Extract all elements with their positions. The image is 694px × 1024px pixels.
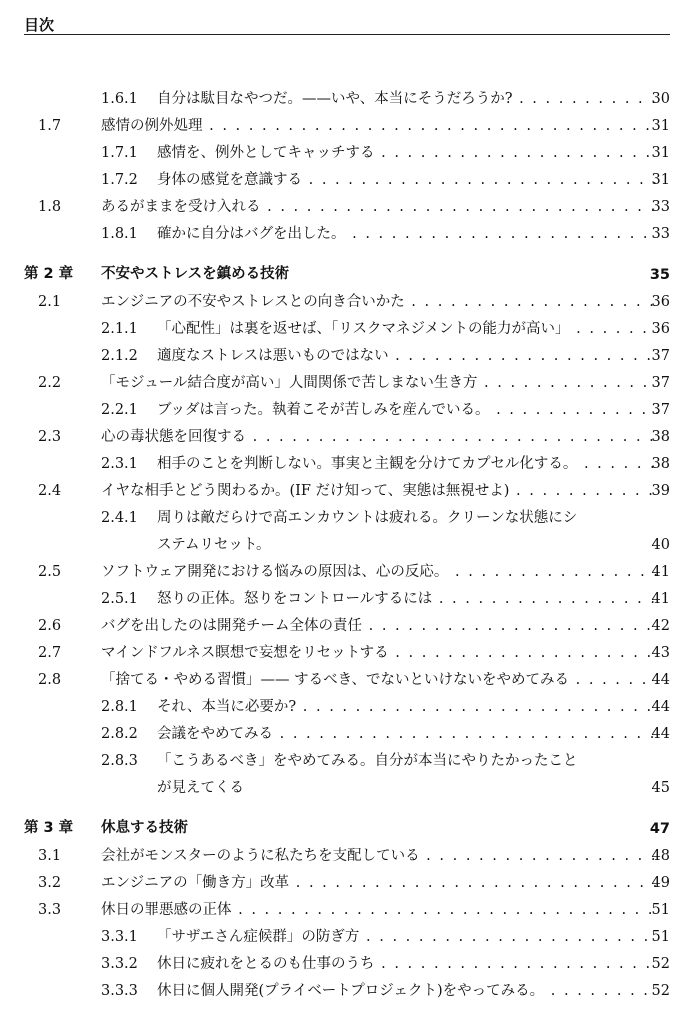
toc-page-number: 41: [651, 591, 670, 607]
toc-page-number: 37: [651, 348, 670, 364]
toc-entry-title: 「捨てる・やめる習慣」—— するべき、でないといけないをやめてみる . . .: [101, 667, 658, 694]
toc-entry-title: 休日に疲れをとるのも仕事のうち . . .: [157, 951, 658, 978]
table-of-contents: [0, 86, 694, 1005]
toc-page-number: 51: [651, 902, 670, 918]
toc-chapter-row[interactable]: [0, 815, 694, 843]
toc-section-row[interactable]: [0, 870, 694, 897]
toc-subsection-row[interactable]: [0, 951, 694, 978]
page-title: 目次: [24, 16, 55, 34]
toc-page-number: 36: [651, 321, 670, 337]
toc-entry-title: それ、本当に必要か? . . .: [157, 694, 658, 721]
toc-entry-number: 2.8.1: [101, 699, 138, 715]
toc-entry-number: 1.7.2: [101, 172, 138, 188]
toc-entry-number: 1.8: [38, 199, 62, 215]
toc-entry-title: 相手のことを判断しない。事実と主観を分けてカプセル化する。 . . .: [157, 451, 658, 478]
toc-page-number: 44: [651, 699, 670, 715]
toc-page-number: 31: [651, 118, 670, 134]
toc-page-number: 41: [651, 564, 670, 580]
toc-page-number: 47: [649, 821, 670, 837]
toc-entry-title: 怒りの正体。怒りをコントロールするには . . .: [157, 586, 658, 613]
toc-entry-title: 「心配性」は裏を返せば、「リスクマネジメントの能力が高い」 . . .: [157, 316, 658, 343]
toc-entry-number: 2.2: [38, 375, 62, 391]
toc-entry-title: マインドフルネス瞑想で妄想をリセットする . . .: [101, 640, 658, 667]
toc-page-number: 37: [651, 375, 670, 391]
toc-page-number: 43: [651, 645, 670, 661]
toc-subsection-row[interactable]: [0, 721, 694, 748]
toc-entry-number: 3.1: [38, 848, 62, 864]
toc-entry-number: 1.8.1: [101, 226, 138, 242]
toc-page-number: 30: [651, 91, 670, 107]
toc-page-number: 44: [651, 726, 670, 742]
toc-entry-title-block: [157, 748, 658, 802]
toc-page-number: 31: [651, 172, 670, 188]
toc-section-row[interactable]: [0, 424, 694, 451]
toc-page-number: 36: [651, 294, 670, 310]
toc-subsection-row[interactable]: [0, 86, 694, 113]
toc-entry-number: 第 3 章: [24, 820, 74, 836]
toc-page-number: 49: [651, 875, 670, 891]
toc-entry-number: 2.5: [38, 564, 62, 580]
toc-entry-title-continued: が見えてくる: [157, 780, 244, 796]
toc-section-row[interactable]: [0, 478, 694, 505]
toc-entry-title: イヤな相手とどう関わるか。(IF だけ知って、実態は無視せよ) . . .: [101, 478, 658, 505]
toc-page-number: 33: [651, 226, 670, 242]
toc-entry-title: 自分は駄目なやつだ。——いや、本当にそうだろうか? . . .: [157, 86, 658, 113]
toc-entry-title: 心の毒状態を回復する . . .: [101, 424, 658, 451]
toc-section-row[interactable]: [0, 843, 694, 870]
toc-entry-number: 2.3.1: [101, 456, 138, 472]
toc-entry-title: 会社がモンスターのように私たちを支配している . . .: [101, 843, 658, 870]
toc-entry-title: 周りは敵だらけで高エンカウントは疲れる。クリーンな状態にシ: [157, 510, 578, 526]
toc-subsection-row[interactable]: [0, 924, 694, 951]
toc-entry-title: 「こうあるべき」をやめてみる。自分が本当にやりたかったこと: [157, 753, 578, 769]
toc-section-row[interactable]: [0, 113, 694, 140]
toc-subsection-row[interactable]: [0, 978, 694, 1005]
toc-page-number: 44: [651, 672, 670, 688]
toc-entry-number: 1.7: [38, 118, 62, 134]
toc-page-number: 38: [651, 429, 670, 445]
toc-entry-title: バグを出したのは開発チーム全体の責任 . . .: [101, 613, 658, 640]
toc-subsection-row[interactable]: [0, 343, 694, 370]
toc-section-row[interactable]: [0, 897, 694, 924]
toc-entry-title: 休日に個人開発(プライベートプロジェクト)をやってみる。 . . .: [157, 978, 658, 1005]
toc-entry-title: ブッダは言った。執着こそが苦しみを産んでいる。 . . .: [157, 397, 658, 424]
toc-entry-title: エンジニアの「働き方」改革 . . .: [101, 870, 658, 897]
toc-entry-title: 休日の罪悪感の正体 . . .: [101, 897, 658, 924]
toc-chapter-row[interactable]: [0, 261, 694, 289]
toc-entry-number: 2.5.1: [101, 591, 138, 607]
toc-entry-number: 2.1.1: [101, 321, 138, 337]
toc-entry-number: 3.3.1: [101, 929, 138, 945]
toc-entry-title: 「モジュール結合度が高い」人間関係で苦しまない生き方 . . .: [101, 370, 658, 397]
toc-section-row[interactable]: [0, 194, 694, 221]
toc-entry-title: 適度なストレスは悪いものではない . . .: [157, 343, 658, 370]
toc-entry-number: 2.8.3: [101, 753, 138, 769]
toc-subsection-row[interactable]: [0, 451, 694, 478]
toc-entry-title: 不安やストレスを鎮める技術: [101, 266, 290, 282]
toc-entry-title: 確かに自分はバグを出した。 . . .: [157, 221, 658, 248]
toc-entry-title: 「サザエさん症候群」の防ぎ方 . . .: [157, 924, 658, 951]
toc-page-number: 52: [651, 956, 670, 972]
toc-entry-number: 1.6.1: [101, 91, 138, 107]
toc-page-number: 31: [651, 145, 670, 161]
toc-entry-number: 2.6: [38, 618, 62, 634]
toc-section-row[interactable]: [0, 559, 694, 586]
toc-entry-number: 2.4: [38, 483, 62, 499]
toc-entry-number: 2.2.1: [101, 402, 138, 418]
toc-subsection-row[interactable]: [0, 140, 694, 167]
toc-subsection-row[interactable]: [0, 748, 694, 802]
toc-subsection-row[interactable]: [0, 397, 694, 424]
toc-page-number: 42: [651, 618, 670, 634]
toc-subsection-row[interactable]: [0, 221, 694, 248]
toc-subsection-row[interactable]: [0, 505, 694, 559]
toc-entry-number: 第 2 章: [24, 266, 74, 282]
toc-entry-title: エンジニアの不安やストレスとの向き合いかた . . .: [101, 289, 658, 316]
toc-entry-title-block: [157, 505, 658, 559]
toc-page-number: 33: [651, 199, 670, 215]
toc-entry-title: ソフトウェア開発における悩みの原因は、心の反応。 . . .: [101, 559, 658, 586]
toc-page-number: 52: [651, 983, 670, 999]
toc-page-number: 39: [651, 483, 670, 499]
toc-entry-number: 2.4.1: [101, 510, 138, 526]
toc-page-number: 37: [651, 402, 670, 418]
toc-subsection-row[interactable]: [0, 167, 694, 194]
toc-entry-title: 感情の例外処理 . . .: [101, 113, 658, 140]
toc-entry-title-continued: ステムリセット。: [157, 537, 271, 553]
toc-entry-number: 2.8.2: [101, 726, 138, 742]
toc-entry-number: 2.1.2: [101, 348, 138, 364]
toc-section-row[interactable]: [0, 667, 694, 694]
toc-page-number: 35: [649, 267, 670, 283]
toc-page-number: 48: [651, 848, 670, 864]
toc-entry-number: 3.3.2: [101, 956, 138, 972]
toc-page-number: 51: [651, 929, 670, 945]
toc-subsection-row[interactable]: [0, 316, 694, 343]
page-header: [24, 12, 670, 35]
toc-section-row[interactable]: [0, 370, 694, 397]
toc-entry-title: 休息する技術: [101, 820, 188, 836]
toc-subsection-row[interactable]: [0, 694, 694, 721]
toc-page-number: 45: [651, 780, 670, 796]
toc-entry-title: 感情を、例外としてキャッチする . . .: [157, 140, 658, 167]
toc-section-row[interactable]: [0, 289, 694, 316]
toc-section-row[interactable]: [0, 640, 694, 667]
toc-entry-number: 3.2: [38, 875, 62, 891]
toc-page-number: 38: [651, 456, 670, 472]
toc-subsection-row[interactable]: [0, 586, 694, 613]
toc-entry-number: 2.7: [38, 645, 62, 661]
toc-entry-title: あるがままを受け入れる . . .: [101, 194, 658, 221]
toc-entry-number: 3.3: [38, 902, 62, 918]
toc-entry-number: 1.7.1: [101, 145, 138, 161]
toc-page-number: 40: [651, 537, 670, 553]
toc-entry-title: 会議をやめてみる . . .: [157, 721, 658, 748]
toc-section-row[interactable]: [0, 613, 694, 640]
toc-entry-number: 3.3.3: [101, 983, 138, 999]
toc-entry-title: 身体の感覚を意識する . . .: [157, 167, 658, 194]
toc-entry-number: 2.8: [38, 672, 62, 688]
toc-entry-number: 2.1: [38, 294, 62, 310]
toc-entry-number: 2.3: [38, 429, 62, 445]
